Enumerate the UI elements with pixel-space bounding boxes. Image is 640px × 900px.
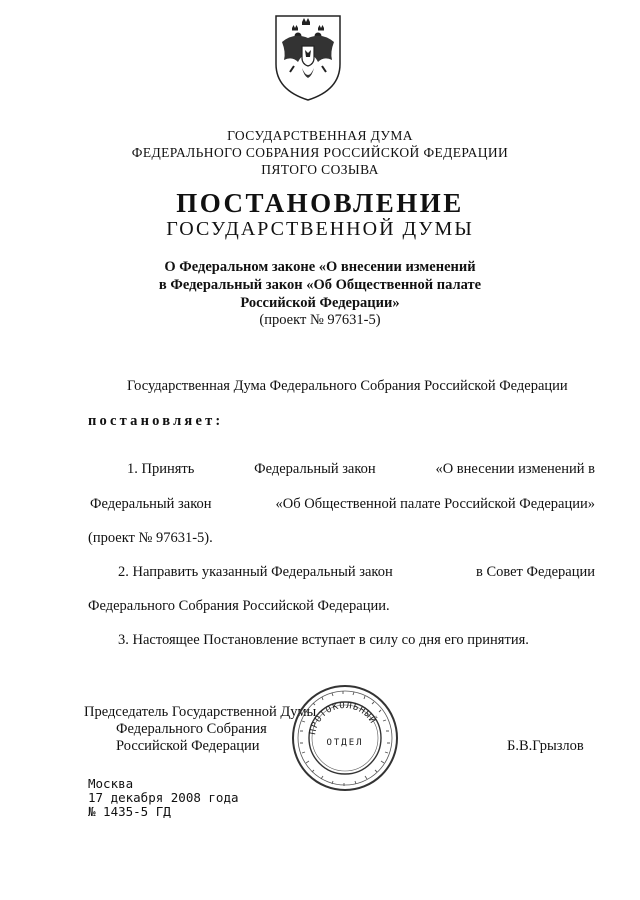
header-line-1: ГОСУДАРСТВЕННАЯ ДУМА [227,128,413,143]
item-3: 3. Настоящее Постановление вступает в силу со дня его принятия. [118,632,529,648]
item-1-line-3: (проект № 97631-5). [88,530,213,546]
state-emblem-icon [272,12,344,102]
stamp-top-text: ПРОТОКОЛЬНЫЙ [308,700,378,736]
item-1-line-1 [127,461,595,478]
stamp-center-text: ОТДЕЛ [326,738,364,748]
document-title: ПОСТАНОВЛЕНИЕ [176,188,464,218]
item-1-part-a: 1. Принять [127,461,195,477]
item-1-line-2-part-a: Федеральный закон [90,496,212,512]
item-2-line-1 [118,564,595,581]
document-subtitle: ГОСУДАРСТВЕННОЙ ДУМЫ [166,218,474,240]
resolves-word: постановляет: [88,413,224,429]
header-line-3: ПЯТОГО СОЗЫВА [261,162,379,177]
subject-line-2: в Федеральный закон «Об Общественной палате [158,277,482,293]
item-1-line-2 [90,496,595,513]
item-1-part-c: «О внесении изменений в [435,461,595,477]
subject-line-3: Российской Федерации» [240,295,400,311]
svg-text:ПРОТОКОЛЬНЫЙ [308,701,379,736]
intro-paragraph: Государственная Дума Федерального Собрания Российской Федерации [127,378,568,394]
item-1-line-2-part-b: «Об Общественной палате Российской Федерации» [275,496,595,512]
item-2-part-a: 2. Направить указанный Федеральный закон [118,564,393,580]
signature-line-2: Федерального Собрания [116,721,267,737]
item-2-part-b: в Совет Федерации [475,564,595,580]
footer-date: 17 декабря 2008 года [88,790,239,805]
footer-city: Москва [88,776,134,791]
subject-line-1: О Федеральном законе «О внесении изменений [164,259,476,275]
official-stamp-icon [290,683,400,793]
signature-line-3: Российской Федерации [116,738,260,754]
footer-number: № 1435-5 ГД [88,804,171,819]
header-line-2: ФЕДЕРАЛЬНОГО СОБРАНИЯ РОССИЙСКОЙ ФЕДЕРАЦИИ [131,145,509,160]
item-2-line-2: Федерального Собрания Российской Федерации. [88,598,390,614]
signatory-name: Б.В.Грызлов [507,738,584,754]
item-1-part-b: Федеральный закон [254,461,376,477]
project-number: (проект № 97631-5) [259,312,381,328]
signature-line-1: Председатель Государственной Думы [84,704,317,720]
